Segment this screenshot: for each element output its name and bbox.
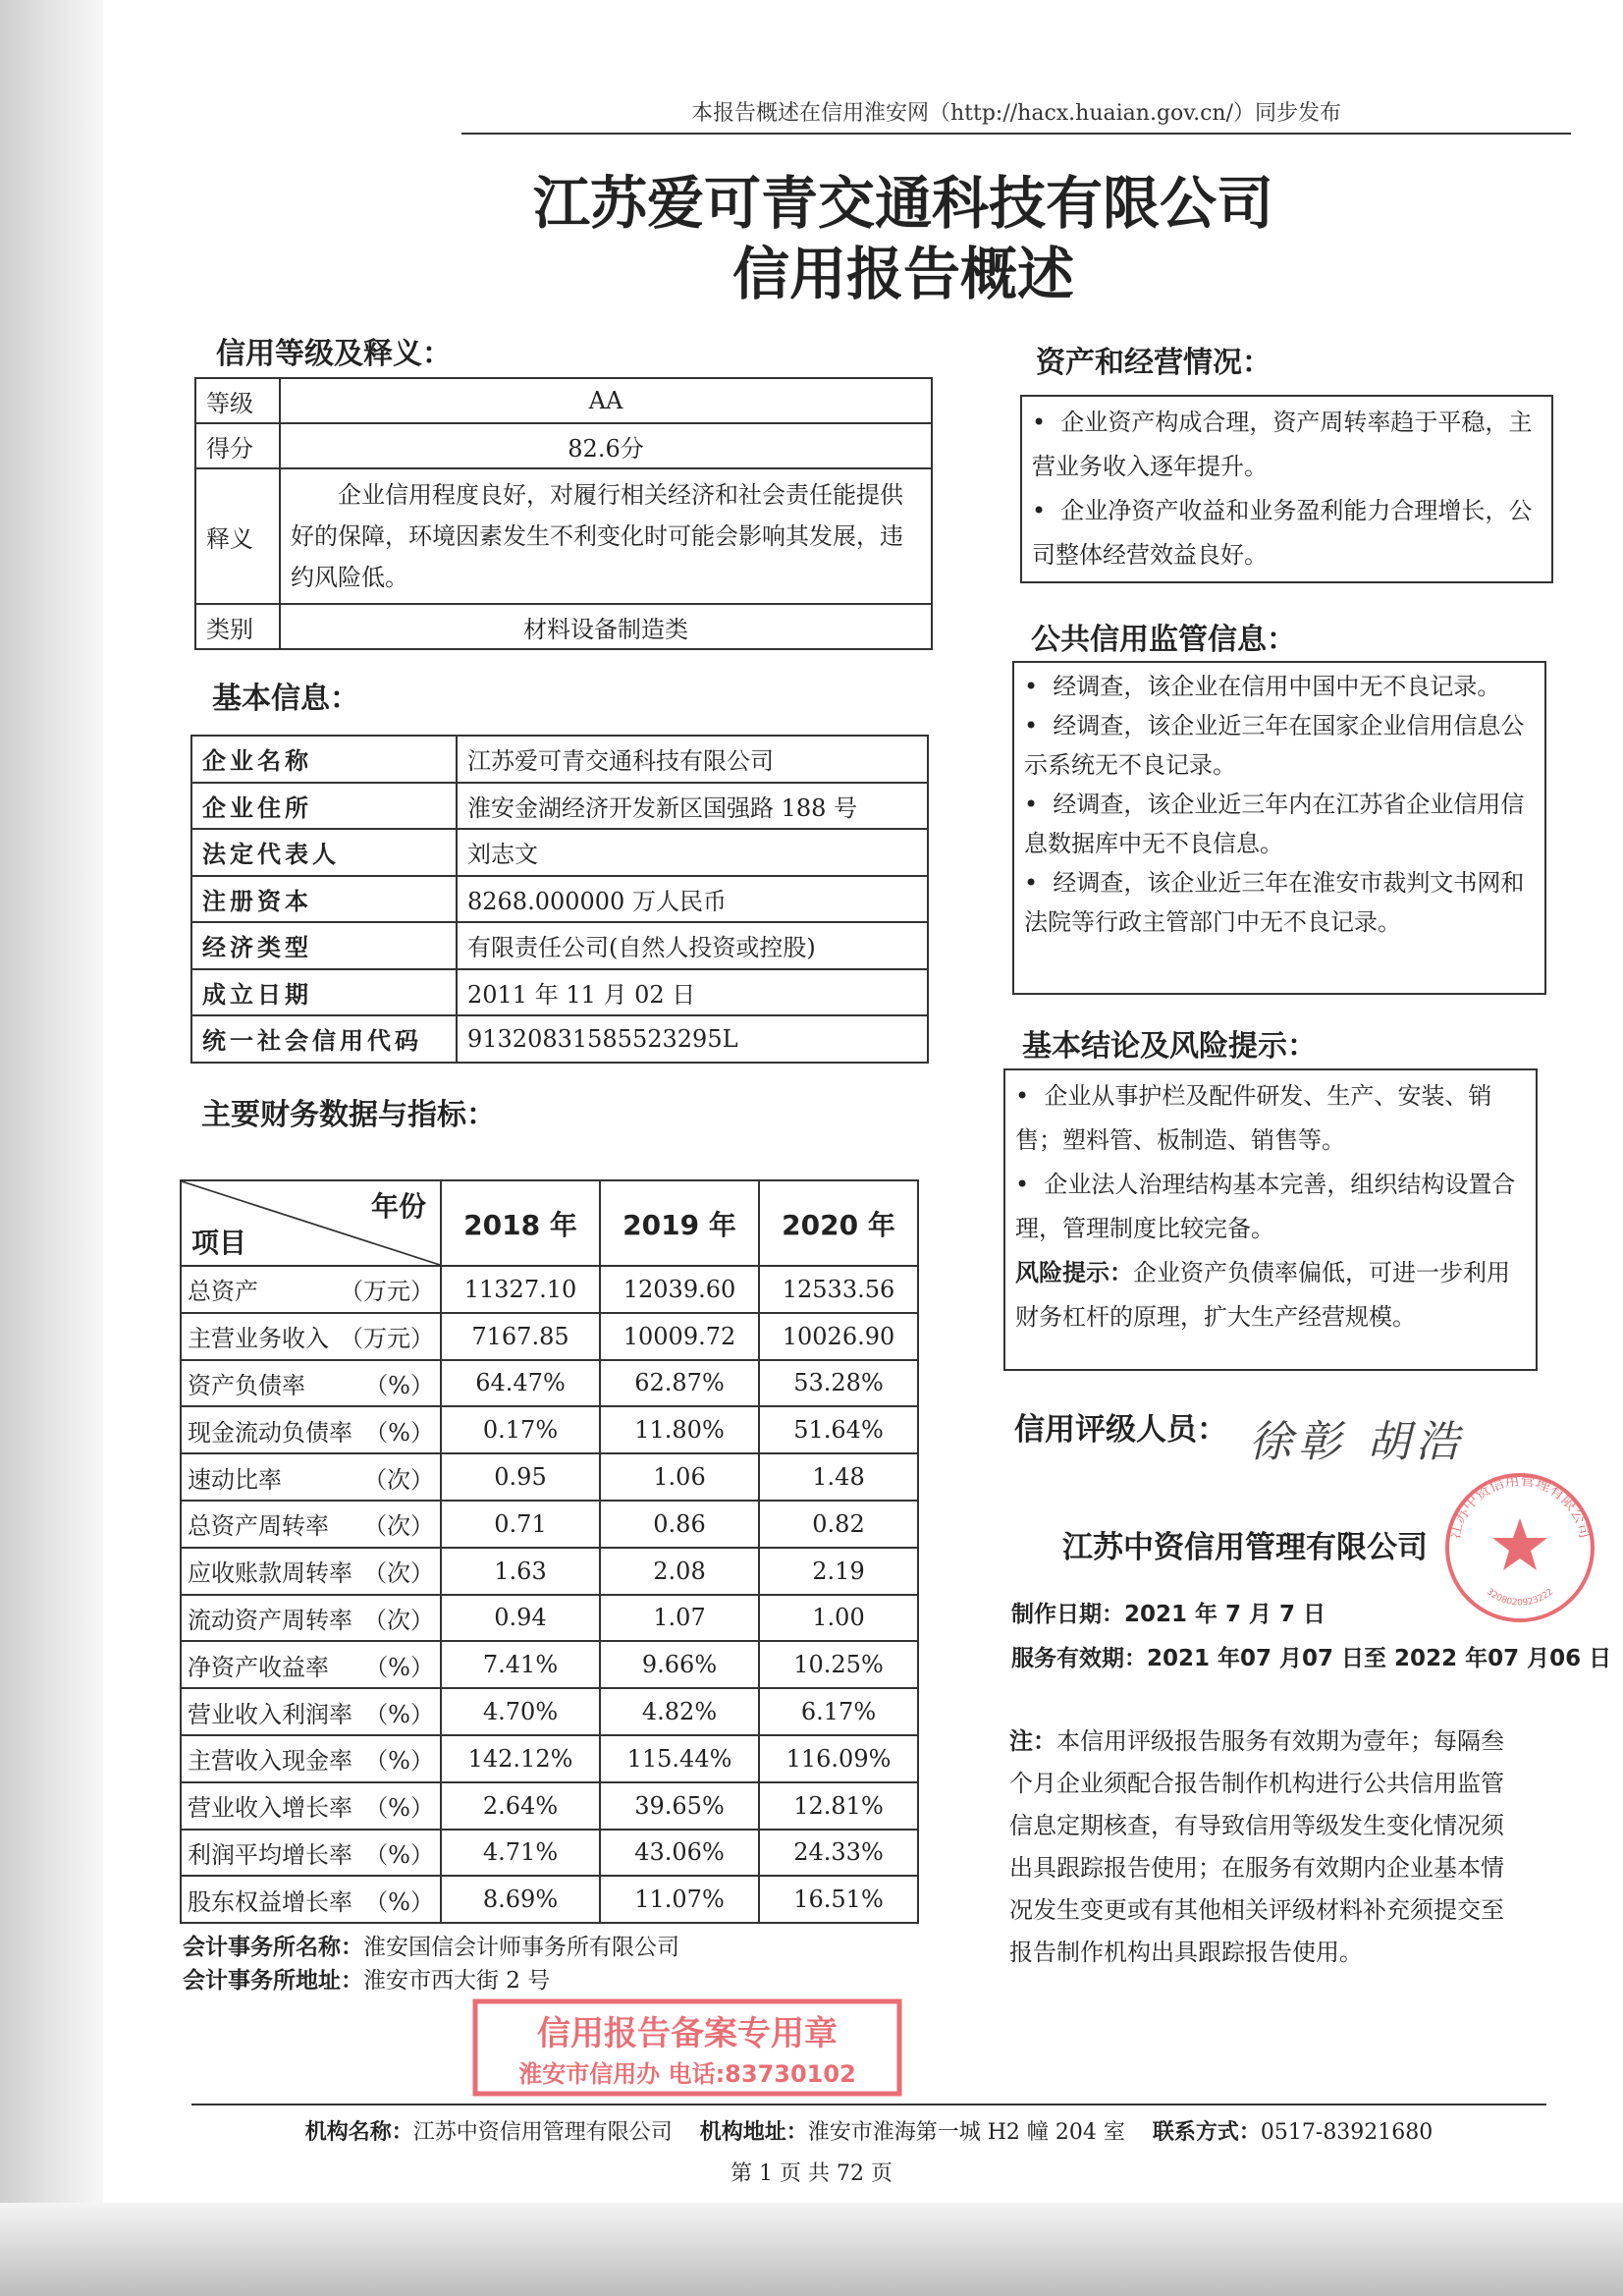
company-title: 江苏爱可青交通科技有限公司 (532, 170, 1273, 237)
public-box (1012, 661, 1546, 995)
finance-value: 7.41% (441, 1641, 600, 1688)
finance-value: 116.09% (759, 1735, 918, 1782)
finance-value: 0.82 (759, 1501, 918, 1548)
bullet-icon: • (1015, 1082, 1045, 1110)
rating-key: 释义 (195, 468, 280, 604)
finance-value: 0.94 (441, 1595, 600, 1642)
finance-row (181, 1453, 918, 1501)
finance-unit: （%） (364, 1794, 434, 1823)
bullet-item (1024, 863, 1535, 942)
finance-value: 62.87% (600, 1360, 759, 1407)
finance-value: 10026.90 (759, 1313, 918, 1360)
bullet-icon: • (1024, 673, 1054, 700)
date-label: 制作日期： (1011, 1602, 1124, 1627)
finance-unit: （%） (364, 1840, 434, 1869)
finance-unit: （万元） (340, 1278, 434, 1306)
finance-value: 2.19 (759, 1548, 918, 1595)
basic-info-row (191, 829, 928, 876)
footer-org-label: 机构名称： (304, 2120, 413, 2145)
finance-table (180, 1179, 919, 1924)
risk-note (1015, 1251, 1526, 1339)
finance-item: 股东权益增长率 (188, 1887, 352, 1916)
rating-key: 等级 (195, 378, 280, 423)
finance-value: 8.69% (441, 1876, 600, 1923)
basic-info-value: 刘志文 (457, 829, 928, 876)
bullet-text: 经调查，该企业近三年在淮安市裁判文书网和法院等行政主管部门中无不良记录。 (1024, 869, 1525, 936)
finance-value: 0.95 (441, 1453, 600, 1501)
bullet-icon: • (1024, 869, 1054, 897)
bullet-icon: • (1032, 497, 1061, 524)
finance-item: 资产负债率 (188, 1371, 305, 1399)
basic-heading: 基本信息： (212, 682, 359, 716)
finance-value: 0.86 (600, 1501, 759, 1548)
finance-row (181, 1782, 918, 1830)
corner-year-label: 年份 (370, 1190, 426, 1223)
finance-value: 11327.10 (441, 1266, 600, 1313)
finance-value: 115.44% (600, 1735, 759, 1782)
finance-value: 0.17% (441, 1406, 600, 1453)
finance-value: 1.48 (759, 1453, 918, 1501)
bullet-icon: • (1024, 791, 1054, 818)
rater-company: 江苏中资信用管理有限公司 (1062, 1530, 1428, 1565)
note-label: 注： (1009, 1727, 1056, 1755)
company-seal (1443, 1471, 1596, 1624)
finance-row (181, 1876, 918, 1923)
finance-row (181, 1406, 918, 1453)
bullet-icon: • (1024, 712, 1054, 739)
basic-info-key: 法定代表人 (191, 829, 457, 876)
finance-unit: （次） (363, 1606, 434, 1634)
finance-value: 53.28% (759, 1360, 918, 1407)
valid-label: 服务有效期： (1011, 1646, 1147, 1671)
firm-addr-label: 会计事务所地址： (183, 1968, 363, 1994)
filing-stamp (471, 1997, 903, 2098)
risk-text: 企业资产负债率偏低，可进一步利用财务杠杆的原理，扩大生产经营规模。 (1015, 1259, 1510, 1331)
basic-info-value: 8268.000000 万人民币 (457, 876, 928, 923)
bullet-item (1032, 401, 1542, 489)
bullet-text: 企业净资产收益和业务盈利能力合理增长，公司整体经营效益良好。 (1032, 497, 1533, 569)
footer (191, 2104, 1546, 2146)
header-note: 本报告概述在信用淮安网（http://hacx.huaian.gov.cn/）同步发布 (461, 96, 1571, 135)
bullet-text: 企业从事护栏及配件研发、生产、安装、销售；塑料管、板制造、销售等。 (1015, 1082, 1492, 1154)
footer-contact-label: 联系方式： (1152, 2120, 1261, 2145)
bullet-text: 经调查，该企业近三年在国家企业信用信息公示系统无不良记录。 (1024, 712, 1525, 779)
seal-text: 江苏中资信用管理有限公司 (1445, 1471, 1595, 1541)
finance-value: 12533.56 (759, 1266, 918, 1313)
page-bottom-shadow (0, 2203, 1623, 2296)
finance-value: 7167.85 (441, 1313, 600, 1360)
assets-heading: 资产和经营情况： (1036, 346, 1271, 380)
finance-row (181, 1735, 918, 1782)
finance-value: 12039.60 (600, 1266, 759, 1313)
finance-value: 2.08 (600, 1548, 759, 1595)
finance-row (181, 1688, 918, 1735)
finance-row (181, 1830, 918, 1877)
basic-info-key: 注册资本 (191, 876, 457, 923)
finance-item: 营业收入利润率 (188, 1700, 352, 1728)
finance-value: 24.33% (759, 1830, 918, 1877)
finance-value: 43.06% (600, 1830, 759, 1877)
finance-row (181, 1313, 918, 1360)
finance-unit: （%） (364, 1700, 434, 1728)
svg-text:江苏中资信用管理有限公司 (1445, 1471, 1594, 1540)
corner-item-label: 项目 (191, 1227, 247, 1259)
finance-value: 39.65% (600, 1782, 759, 1830)
basic-info-row (191, 876, 928, 923)
finance-row (181, 1266, 918, 1313)
basic-info-row (191, 922, 928, 969)
year-header: 2018 年 (441, 1180, 600, 1266)
finance-unit: （%） (364, 1418, 434, 1447)
footer-addr: 淮安市淮海第一城 H2 幢 204 室 (807, 2120, 1125, 2145)
seal-star-icon (1492, 1518, 1547, 1570)
rating-grade: AA (280, 378, 932, 423)
basic-info-key: 经济类型 (191, 922, 457, 969)
finance-item: 利润平均增长率 (188, 1840, 352, 1869)
footer-contact: 0517-83921680 (1260, 2120, 1434, 2145)
bullet-item (1015, 1074, 1526, 1163)
finance-item: 主营收入现金率 (188, 1747, 352, 1776)
finance-unit: （%） (364, 1371, 434, 1399)
finance-row (181, 1360, 918, 1407)
bullet-item (1024, 785, 1535, 863)
basic-info-row (191, 783, 928, 830)
assets-box (1020, 395, 1553, 583)
finance-value: 142.12% (441, 1735, 600, 1782)
finance-unit: （次） (363, 1559, 434, 1588)
finance-value: 1.07 (600, 1595, 759, 1642)
finance-item: 总资产 (188, 1278, 258, 1306)
basic-info-key: 成立日期 (191, 969, 457, 1016)
finance-value: 12.81% (759, 1782, 918, 1830)
finance-value: 1.63 (441, 1548, 600, 1595)
rating-category: 材料设备制造类 (280, 604, 932, 649)
finance-unit: （次） (363, 1465, 434, 1494)
rating-heading: 信用等级及释义： (216, 337, 452, 371)
footer-addr-label: 机构地址： (699, 2120, 808, 2145)
finance-item: 现金流动负债率 (188, 1418, 352, 1447)
basic-info-value: 淮安金湖经济开发新区国强路 188 号 (457, 783, 928, 830)
basic-info-value: 2011 年 11 月 02 日 (457, 969, 928, 1016)
finance-value: 16.51% (759, 1876, 918, 1923)
finance-item: 应收账款周转率 (188, 1559, 352, 1588)
rater-signature: 徐彰 胡浩 (1249, 1417, 1465, 1467)
year-header: 2019 年 (600, 1180, 759, 1266)
book-binding-shadow (0, 0, 103, 2296)
firm-name-label: 会计事务所名称： (183, 1935, 363, 1960)
rating-explanation: 企业信用程度良好，对履行相关经济和社会责任能提供好的保障，环境因素发生不利变化时可能会影响其发展，违约风险低。 (280, 468, 932, 604)
svg-text:3208020923222 (1485, 1587, 1555, 1608)
rating-table (194, 377, 933, 650)
bullet-item (1015, 1163, 1526, 1251)
finance-value: 1.00 (759, 1595, 918, 1642)
year-header: 2020 年 (759, 1180, 918, 1266)
basic-info-table (190, 735, 929, 1064)
finance-item: 速动比率 (188, 1465, 282, 1494)
page-number: 第 1 页 共 72 页 (730, 2161, 893, 2186)
finance-row (181, 1641, 918, 1688)
finance-unit: （次） (363, 1512, 434, 1541)
valid-period: 2021 年07 月07 日至 2022 年07 月06 日 (1147, 1646, 1612, 1671)
finance-value: 9.66% (600, 1641, 759, 1688)
finance-value: 11.07% (600, 1876, 759, 1923)
bullet-item (1024, 706, 1535, 785)
bullet-icon: • (1015, 1171, 1045, 1198)
finance-value: 2.64% (441, 1782, 600, 1830)
bullet-text: 企业法人治理结构基本完善，组织结构设置合理，管理制度比较完备。 (1015, 1171, 1516, 1242)
note-paragraph (1009, 1721, 1505, 1974)
finance-value: 10.25% (759, 1641, 918, 1688)
basic-info-row (191, 969, 928, 1016)
finance-value: 0.71 (441, 1501, 600, 1548)
rating-key: 得分 (195, 423, 280, 468)
basic-info-value: 江苏爱可青交通科技有限公司 (457, 736, 928, 783)
finance-value: 4.82% (600, 1688, 759, 1735)
corner-header (181, 1180, 441, 1266)
bullet-text: 企业资产构成合理，资产周转率趋于平稳，主营业务收入逐年提升。 (1032, 409, 1533, 480)
seal-code: 3208020923222 (1484, 1587, 1556, 1609)
basic-info-value: 有限责任公司(自然人投资或控股) (457, 922, 928, 969)
bullet-item (1024, 667, 1535, 706)
finance-value: 1.06 (600, 1453, 759, 1501)
finance-value: 4.70% (441, 1688, 600, 1735)
note-text: 本信用评级报告服务有效期为壹年；每隔叁个月企业须配合报告制作机构进行公共信用监管信息定期核查，有导致信用等级发生变化情况须出具跟踪报告使用；在服务有效期内企业基本情况发生变更或有其他相关评级材料补充须提交至报告制作机构出具跟踪报告使用。 (1009, 1727, 1504, 1966)
finance-item: 主营业务收入 (188, 1325, 329, 1353)
rating-score: 82.6分 (280, 423, 932, 468)
risk-label: 风险提示： (1015, 1259, 1133, 1286)
finance-unit: （万元） (340, 1325, 434, 1353)
bullet-text: 经调查，该企业近三年内在江苏省企业信用信息数据库中无不良信息。 (1024, 791, 1525, 857)
firm-name: 淮安国信会计师事务所有限公司 (363, 1935, 679, 1960)
conclusion-heading: 基本结论及风险提示： (1022, 1029, 1317, 1064)
bullet-text: 经调查，该企业在信用中国中无不良记录。 (1053, 673, 1501, 700)
report-title: 信用报告概述 (731, 241, 1074, 307)
finance-row (181, 1595, 918, 1642)
finance-item: 营业收入增长率 (188, 1794, 352, 1823)
finance-row (181, 1548, 918, 1595)
rating-key: 类别 (195, 604, 280, 649)
finance-row (181, 1501, 918, 1548)
basic-info-row (191, 736, 928, 783)
basic-info-key: 企业住所 (191, 783, 457, 830)
finance-value: 6.17% (759, 1688, 918, 1735)
finance-value: 64.47% (441, 1360, 600, 1407)
rater-label: 信用评级人员： (1014, 1412, 1227, 1448)
public-heading: 公共信用监管信息： (1031, 623, 1296, 657)
bullet-icon: • (1032, 409, 1061, 436)
basic-info-row (191, 1015, 928, 1063)
stamp-line1: 信用报告备案专用章 (537, 2014, 838, 2053)
bullet-item (1032, 489, 1542, 577)
finance-heading: 主要财务数据与指标： (201, 1098, 496, 1132)
finance-item: 总资产周转率 (188, 1512, 329, 1541)
finance-unit: （%） (364, 1747, 434, 1776)
stamp-line2: 淮安市信用办 电话:83730102 (518, 2060, 856, 2088)
finance-item: 净资产收益率 (188, 1653, 329, 1681)
finance-item: 流动资产周转率 (188, 1606, 352, 1634)
finance-unit: （%） (364, 1887, 434, 1916)
finance-value: 10009.72 (600, 1313, 759, 1360)
finance-value: 51.64% (759, 1406, 918, 1453)
basic-info-key: 企业名称 (191, 736, 457, 783)
basic-info-value: 91320831585523295L (457, 1015, 928, 1063)
conclusion-box (1003, 1068, 1538, 1371)
footer-org: 江苏中资信用管理有限公司 (412, 2120, 673, 2145)
basic-info-key: 统一社会信用代码 (191, 1015, 457, 1063)
finance-value: 11.80% (600, 1406, 759, 1453)
finance-unit: （%） (364, 1653, 434, 1681)
finance-value: 4.71% (441, 1830, 600, 1877)
report-date: 2021 年 7 月 7 日 (1124, 1602, 1326, 1627)
firm-addr: 淮安市西大街 2 号 (363, 1968, 551, 1994)
